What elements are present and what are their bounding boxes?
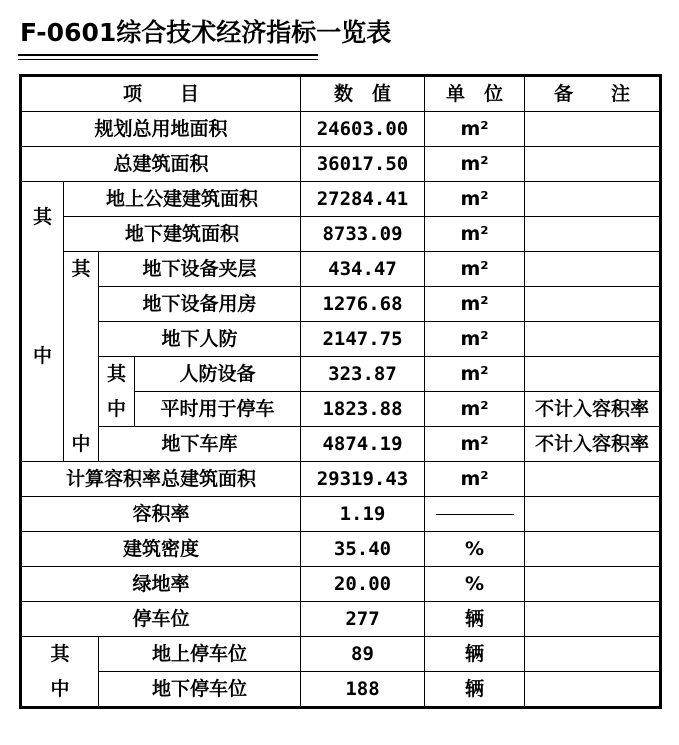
table-row — [21, 147, 661, 182]
row-unit: m² — [425, 427, 525, 462]
row-note — [525, 462, 661, 497]
row-label: 地下车库 — [99, 427, 301, 462]
group-label-zhong: 中 — [21, 252, 64, 462]
row-value: 277 — [301, 602, 425, 637]
row-label: 计算容积率总建筑面积 — [21, 462, 301, 497]
row-note: 不计入容积率 — [525, 392, 661, 427]
row-value: 1.19 — [301, 497, 425, 532]
row-value: 188 — [301, 672, 425, 708]
row-unit: m² — [425, 287, 525, 322]
row-note — [525, 532, 661, 567]
row-unit: % — [425, 532, 525, 567]
row-note — [525, 602, 661, 637]
table-row — [21, 637, 661, 672]
row-label: 地下人防 — [99, 322, 301, 357]
row-label: 地下停车位 — [99, 672, 301, 708]
row-value: 1823.88 — [301, 392, 425, 427]
row-value: 24603.00 — [301, 112, 425, 147]
row-value: 4874.19 — [301, 427, 425, 462]
parking-group-label-zhong: 中 — [21, 672, 99, 708]
row-label: 地上停车位 — [99, 637, 301, 672]
subgroup-label-qi: 其 — [64, 252, 99, 427]
row-unit: m² — [425, 217, 525, 252]
row-value: 8733.09 — [301, 217, 425, 252]
inner-label-qi: 其 — [99, 357, 135, 392]
row-value: 29319.43 — [301, 462, 425, 497]
row-label: 容积率 — [21, 497, 301, 532]
row-label: 规划总用地面积 — [21, 112, 301, 147]
row-note — [525, 672, 661, 708]
row-label: 地下设备用房 — [99, 287, 301, 322]
row-value: 27284.41 — [301, 182, 425, 217]
table-row — [21, 357, 661, 392]
row-note — [525, 287, 661, 322]
row-unit: m² — [425, 392, 525, 427]
table-row — [21, 602, 661, 637]
row-unit: 辆 — [425, 637, 525, 672]
row-label: 地上公建建筑面积 — [64, 182, 301, 217]
table-row — [21, 427, 661, 462]
row-label: 总建筑面积 — [21, 147, 301, 182]
subgroup-label-zhong: 中 — [64, 427, 99, 462]
row-value: 1276.68 — [301, 287, 425, 322]
table-row — [21, 287, 661, 322]
dash-line — [436, 514, 514, 515]
row-note — [525, 322, 661, 357]
row-unit: m² — [425, 252, 525, 287]
table-row — [21, 112, 661, 147]
row-label: 停车位 — [21, 602, 301, 637]
row-unit-dash — [425, 497, 525, 532]
row-label: 平时用于停车 — [135, 392, 301, 427]
row-label: 地下设备夹层 — [99, 252, 301, 287]
row-unit: m² — [425, 357, 525, 392]
row-unit: % — [425, 567, 525, 602]
title-underline — [18, 54, 318, 56]
row-value: 2147.75 — [301, 322, 425, 357]
row-label: 建筑密度 — [21, 532, 301, 567]
row-value: 35.40 — [301, 532, 425, 567]
table-row — [21, 392, 661, 427]
table-row — [21, 182, 661, 217]
row-unit: 辆 — [425, 602, 525, 637]
header-unit: 单 位 — [425, 76, 525, 112]
table-row — [21, 217, 661, 252]
row-unit: 辆 — [425, 672, 525, 708]
row-value: 434.47 — [301, 252, 425, 287]
row-unit: m² — [425, 322, 525, 357]
table-row — [21, 672, 661, 708]
row-unit: m² — [425, 182, 525, 217]
row-note — [525, 112, 661, 147]
indicator-table — [19, 74, 662, 709]
row-unit: m² — [425, 112, 525, 147]
header-value: 数 值 — [301, 76, 425, 112]
row-unit: m² — [425, 462, 525, 497]
row-note — [525, 637, 661, 672]
table-row — [21, 532, 661, 567]
row-note — [525, 182, 661, 217]
table-row — [21, 567, 661, 602]
row-label: 人防设备 — [135, 357, 301, 392]
header-item: 项 目 — [21, 76, 301, 112]
row-note — [525, 567, 661, 602]
table-row — [21, 497, 661, 532]
parking-group-label-qi: 其 — [21, 637, 99, 672]
row-note — [525, 357, 661, 392]
row-label: 绿地率 — [21, 567, 301, 602]
table-row — [21, 462, 661, 497]
title-underline-thin — [18, 59, 318, 60]
table-header-row — [21, 76, 661, 112]
row-unit: m² — [425, 147, 525, 182]
row-note — [525, 252, 661, 287]
row-value: 89 — [301, 637, 425, 672]
row-label: 地下建筑面积 — [64, 217, 301, 252]
row-note — [525, 497, 661, 532]
row-note — [525, 217, 661, 252]
header-note: 备 注 — [525, 76, 661, 112]
inner-label-zhong: 中 — [99, 392, 135, 427]
row-note — [525, 147, 661, 182]
table-row — [21, 252, 661, 287]
table-row — [21, 322, 661, 357]
row-value: 36017.50 — [301, 147, 425, 182]
document-title: F-0601综合技术经济指标一览表 — [20, 18, 392, 47]
row-value: 20.00 — [301, 567, 425, 602]
row-note: 不计入容积率 — [525, 427, 661, 462]
row-value: 323.87 — [301, 357, 425, 392]
group-label-qi: 其 — [21, 182, 64, 252]
